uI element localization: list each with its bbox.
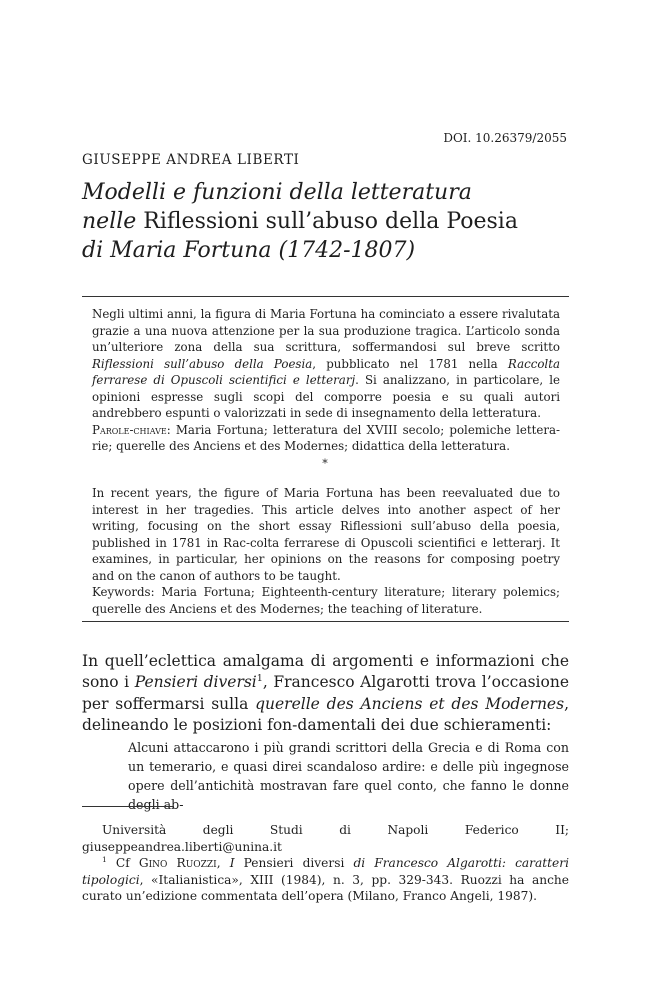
keywords-italian-label: Parole-chiave (92, 422, 167, 437)
footnote-1-italic-2: di Francesco Algarotti: caratteri tipologici (82, 856, 569, 887)
body-text-1: In quell’eclettica amalgama di argomenti e informazioni che sono i (82, 652, 569, 692)
block-quote (128, 738, 569, 814)
title-line-2-italic: nelle (82, 209, 137, 234)
star-separator: * (322, 457, 328, 470)
author-name: GIUSEPPE ANDREA LIBERTI (82, 152, 300, 168)
footnote-1-italic-1: I (229, 856, 235, 870)
abstract-it-work-title: Riflessioni sull’abuso della Poesia (92, 356, 313, 371)
body-text-2: , Francesco Algarotti trova l’occasione per soffermarsi sulla (82, 673, 569, 713)
abstract-english-paragraph: In recent years, the figure of Maria Fortuna has been reevaluated due to interest in her tragedies. This article delves into another aspect of her writing, focusing on the short essay Riflessioni sull’abuso della poesia, published in 1781 in Rac-colta ferrarese di Opuscoli scientifici e letterarj. It examines, in particular, her opinions on the reasons for composing poetry and on the canon of authors to be taught. (92, 486, 560, 583)
abstract-it-text: Negli ultimi anni, la figura di Maria Fortuna ha cominciato a essere rivalutata grazie a una nuova attenzione per la sua produzione tragica. L’articolo sonda un’ulteriore zona della sua scrittura, soffermandosi sul breve scritto (92, 307, 560, 354)
abstract-italian-paragraph (92, 306, 560, 422)
footnote-rule (82, 806, 174, 807)
footnote-1-text-d: , «Italianistica», XIII (1984), n. 3, pp. 329-343. Ruozzi ha anche curato un’edizione commentata dell’opera (Milano, Franco Angeli, 1987). (82, 872, 569, 903)
footnote-1-text-b: , (216, 856, 230, 870)
footnote-1-number: 1 (102, 854, 107, 864)
body-text-3: , delineando le posizioni fon-damentali dei due schieramenti: (82, 694, 569, 734)
abstract-top-rule (82, 296, 569, 297)
abstract-english (92, 485, 560, 617)
body-paragraph (82, 651, 569, 736)
abstract-it-text-2: , pubblicato nel 1781 nella (312, 356, 508, 371)
author-affiliation: Università degli Studi di Napoli Federico II; giuseppeandrea.liberti@unina.it (82, 823, 569, 854)
abstract-it-collection-title: Raccolta ferrarese di Opuscoli scientifici e letterarj (92, 356, 560, 387)
doi-label: DOI. 10.26379/2055 (443, 131, 567, 145)
footnote-1-text-a: Cf (106, 856, 139, 870)
body-work-title: Pensieri diversi (134, 673, 257, 692)
footnote-1 (82, 855, 569, 905)
keywords-italian-text: : Maria Fortuna; letteratura del XVIII secolo; polemiche lettera-rie; querelle des Anciens et des Modernes; didattica della letteratura. (92, 422, 560, 453)
abstract-italian (92, 306, 560, 455)
title-line-1: Modelli e funzioni della letteratura (82, 180, 472, 205)
footnote-1-text-c: Pensieri diversi (234, 856, 354, 870)
article-title (82, 178, 602, 265)
footnotes (82, 822, 569, 905)
footnote-1-author: Gino Ruozzi (138, 856, 217, 870)
footnote-ref-1[interactable]: 1 (256, 673, 263, 685)
body-querelle-italic: querelle des Anciens et des Modernes (255, 694, 565, 713)
keywords-english: Keywords: Maria Fortuna; Eighteenth-century literature; literary polemics; querelle des Anciens et des Modernes; the teaching of literature. (92, 585, 560, 616)
keywords-italian (92, 422, 560, 455)
title-line-3: di Maria Fortuna (1742-1807) (82, 238, 416, 263)
block-quote-text: Alcuni attaccarono i più grandi scrittori della Grecia e di Roma con un temerario, e quasi direi scandaloso ardire: e delle più ingegnose opere dell’antichità mostravan fare quel conto, che fanno le donne degli ab- (128, 740, 569, 812)
abstract-it-text-3: . Si analizzano, in particolare, le opinioni espresse sugli scopi del comporre poesia e su quali autori andrebbero espunti o valorizzati in sede di insegnamento della letteratura. (92, 373, 560, 420)
abstract-bottom-rule (82, 621, 569, 622)
title-line-2: Riflessioni sull’abuso della Poesia (136, 209, 518, 234)
